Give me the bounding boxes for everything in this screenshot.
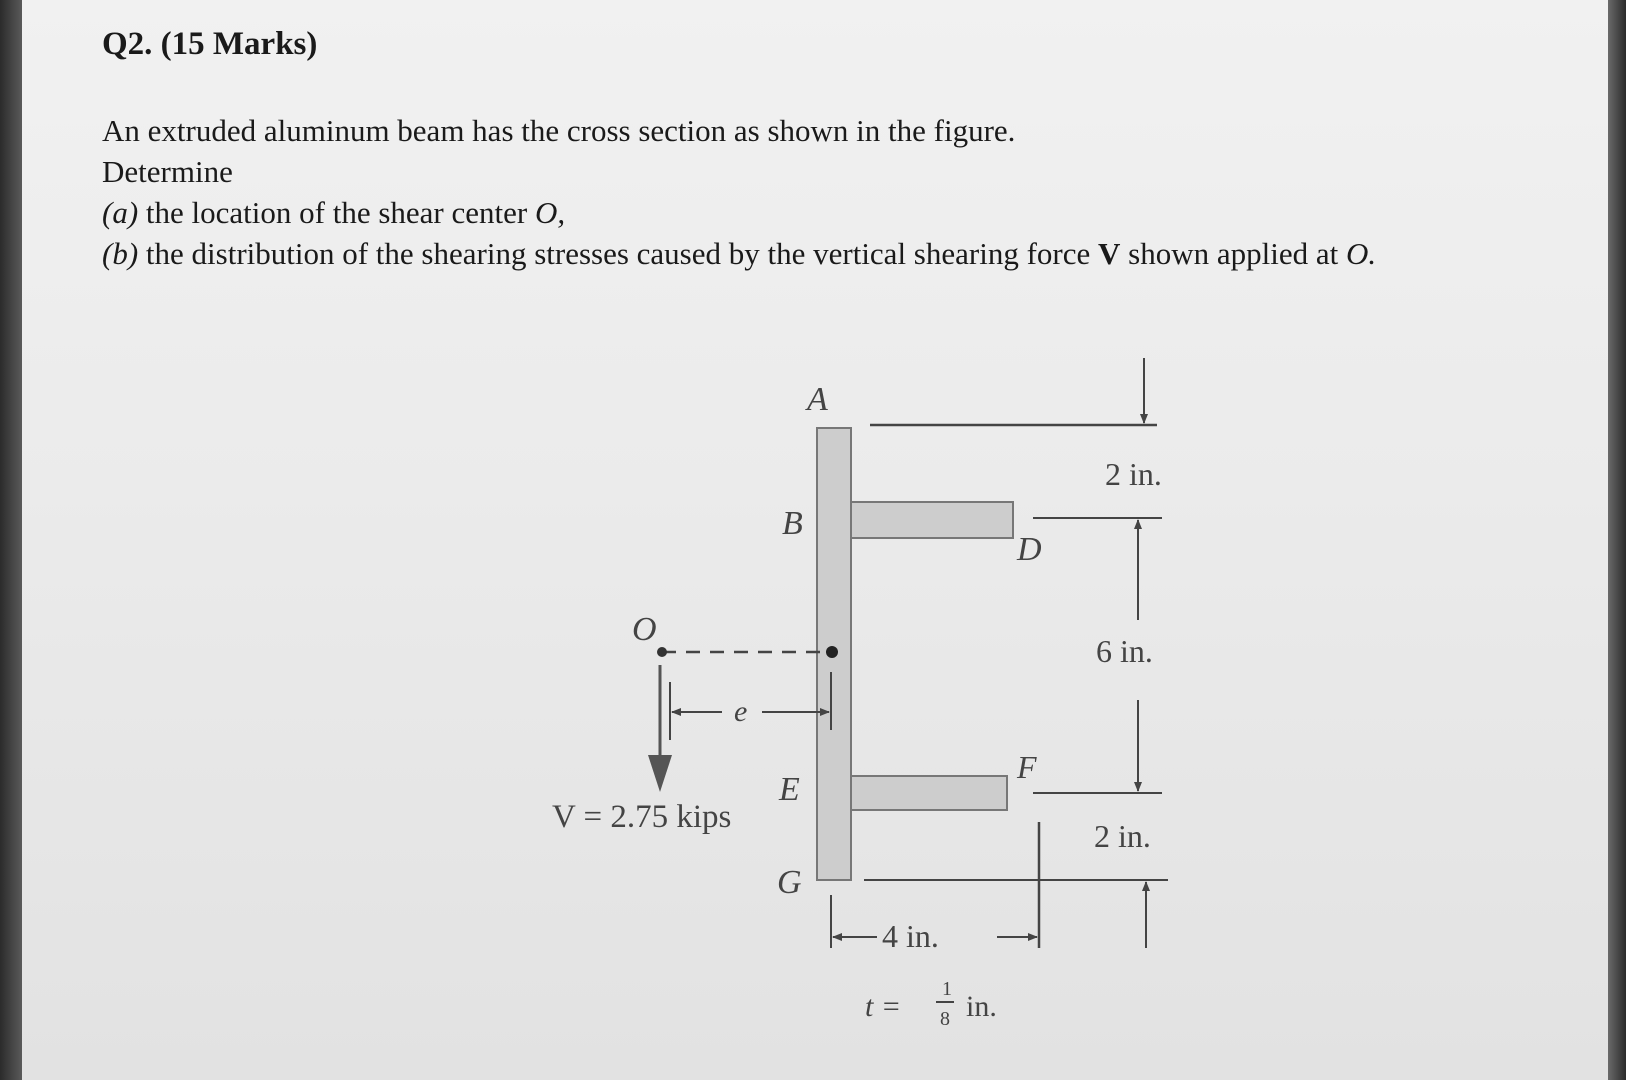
dim-top-label: 2 in.: [1105, 456, 1162, 492]
screen-bezel-right: [1608, 0, 1626, 1080]
point-f-label: F: [1017, 749, 1037, 785]
part-b-text-2: shown applied at: [1128, 236, 1339, 271]
part-b-text: the distribution of the shearing stresses caused by the vertical shearing force: [145, 236, 1091, 271]
question-line-2: Determine: [102, 154, 233, 189]
thickness-unit: in.: [966, 990, 997, 1023]
dim-width-label: 4 in.: [882, 918, 939, 954]
shear-force-arrow: [648, 665, 672, 792]
point-d-label: D: [1017, 531, 1042, 568]
point-b-label: B: [782, 505, 803, 542]
thickness-t-label: t =: [865, 990, 902, 1023]
part-a-marker: (a): [102, 195, 139, 230]
lower-flange: [851, 776, 1007, 810]
point-a-label: A: [807, 381, 828, 418]
part-b-force: V: [1098, 236, 1121, 271]
part-b-symbol: O.: [1345, 236, 1377, 271]
cross-section-figure: [22, 0, 1608, 1080]
thickness-denominator: 8: [940, 1008, 950, 1030]
part-a-symbol: O,: [534, 195, 566, 230]
thickness-numerator: 1: [942, 978, 952, 1000]
question-line-1: An extruded aluminum beam has the cross section as shown in the figure.: [102, 113, 1016, 148]
beam-cross-section: [817, 428, 1013, 880]
point-e-label: E: [779, 771, 800, 808]
upper-flange: [851, 502, 1013, 538]
screen-bezel-left: [0, 0, 22, 1080]
point-o-label: O: [632, 611, 657, 648]
shear-center-line: [657, 646, 838, 658]
thickness-note: [865, 978, 997, 1030]
dim-middle-label: 6 in.: [1096, 633, 1153, 669]
point-g-label: G: [777, 864, 802, 901]
part-b-marker: (b): [102, 236, 139, 271]
part-a-text: the location of the shear center: [145, 195, 528, 230]
dim-bottom-label: 2 in.: [1094, 818, 1151, 854]
question-heading: Q2. (15 Marks): [102, 26, 318, 62]
document-page: [22, 0, 1608, 1080]
force-label: V = 2.75 kips: [552, 799, 732, 835]
eccentricity-label: e: [734, 695, 748, 728]
centroid-point: [826, 646, 838, 658]
eccentricity-dimension: [670, 672, 831, 740]
shear-center-point: [657, 647, 667, 657]
